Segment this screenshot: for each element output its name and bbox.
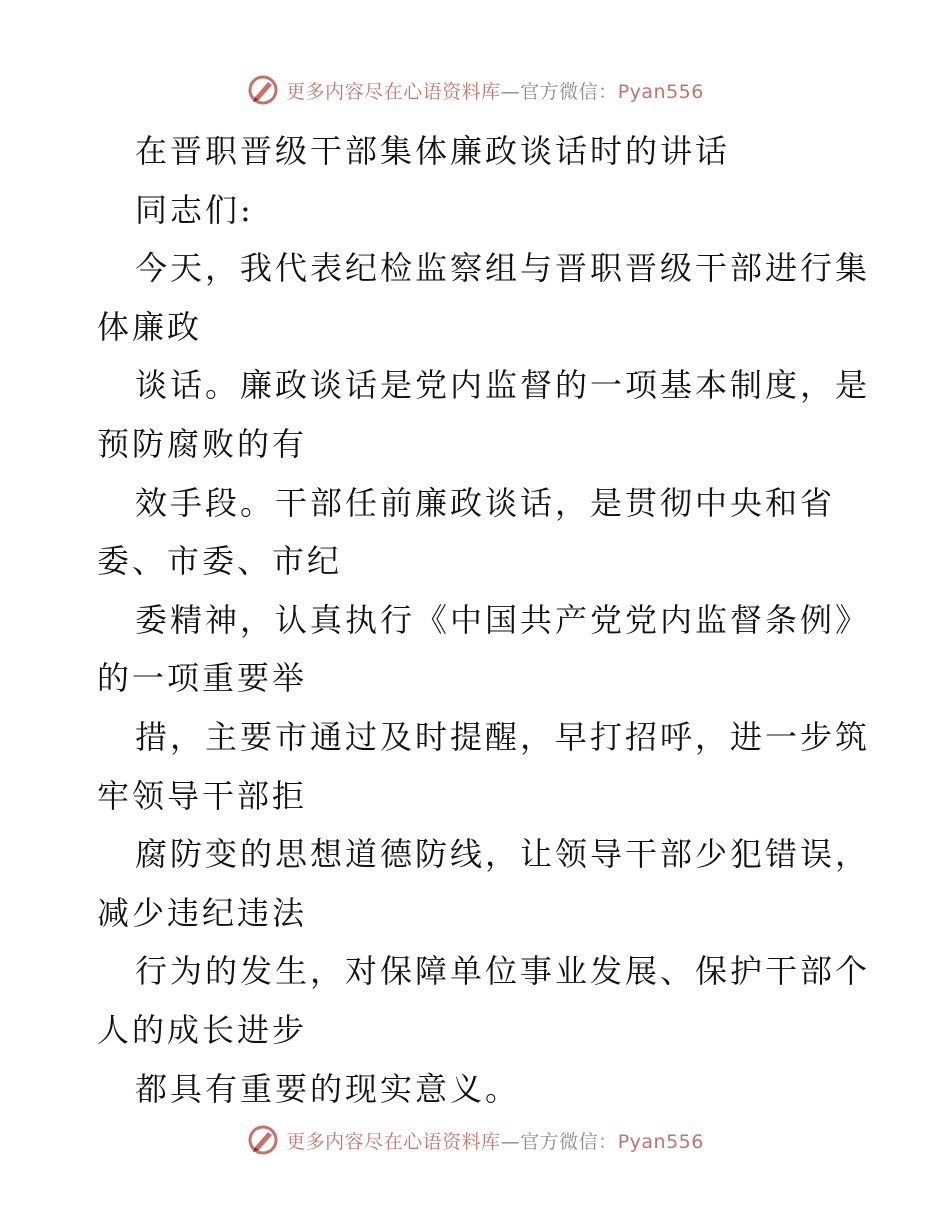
watermark-separator: — [500, 80, 521, 103]
text-line: 委、市委、市纪 [97, 542, 343, 581]
watermark-text [286, 77, 704, 104]
header-watermark [0, 70, 950, 110]
watermark-site: 更多内容尽在心语资料库 [286, 1130, 501, 1153]
watermark-label: 官方微信： [520, 1130, 618, 1153]
watermark-label: 官方微信： [520, 80, 618, 103]
watermark-site: 更多内容尽在心语资料库 [286, 80, 501, 103]
watermark-separator: — [500, 1130, 521, 1153]
text-line: 预防腐败的有 [97, 424, 308, 463]
text-line: 效手段。干部任前廉政谈话，是贯彻中央和省 [135, 483, 836, 522]
text-line: 的一项重要举 [97, 659, 308, 698]
text-line: 牢领导干部拒 [97, 776, 308, 815]
document-title: 在晋职晋级干部集体廉政谈话时的讲话 [135, 132, 731, 170]
text-line: 今天，我代表纪检监察组与晋职晋级干部进行集 [135, 249, 871, 288]
text-line: 人的成长进步 [97, 1010, 308, 1049]
watermark-wechat-id: Pyan556 [617, 1130, 704, 1153]
text-line: 谈话。廉政谈话是党内监督的一项基本制度，是 [135, 366, 871, 405]
text-line: 行为的发生，对保障单位事业发展、保护干部个 [135, 952, 871, 991]
pen-circle-logo-icon [246, 73, 280, 107]
pen-circle-logo-icon [246, 1123, 280, 1157]
paragraph-lines [97, 239, 871, 1118]
text-line: 委精神，认真执行《中国共产党党内监督条例》 [135, 600, 871, 639]
text-line: 腐防变的思想道德防线，让领导干部少犯错误， [135, 835, 871, 874]
watermark-wechat-id: Pyan556 [617, 80, 704, 103]
text-line: 体廉政 [97, 307, 203, 346]
text-line: 措，主要市通过及时提醒，早打招呼，进一步筑 [135, 717, 871, 756]
document-body [97, 122, 871, 1118]
text-line: 都具有重要的现实意义。 [135, 1069, 521, 1108]
footer-watermark [0, 1120, 950, 1160]
text-line: 减少违纪违法 [97, 893, 308, 932]
salutation: 同志们: [135, 190, 254, 229]
watermark-text [286, 1127, 704, 1154]
